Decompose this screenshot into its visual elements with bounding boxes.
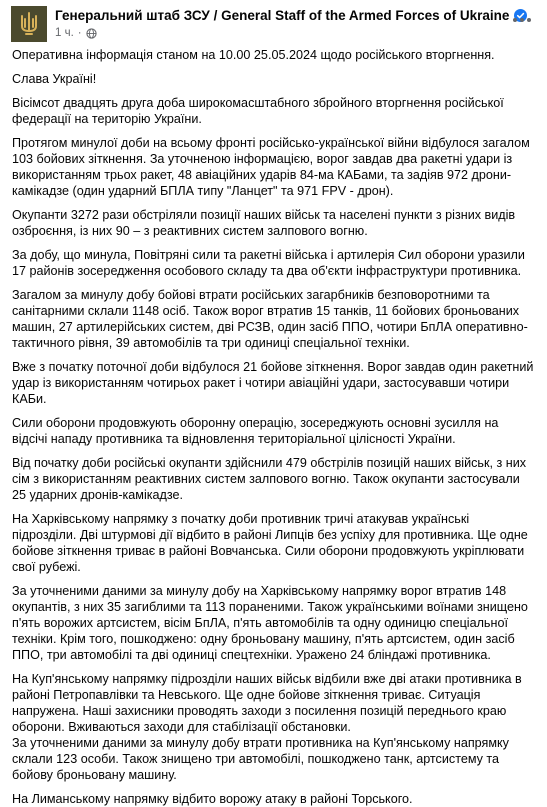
author-name[interactable] (55, 8, 527, 23)
post-paragraph: Слава Україні! (12, 72, 97, 86)
post-paragraph: Вже з початку поточної доби відбулося 21 бойове зіткнення. Ворог завдав один ракетний удар із використанням чотирьох ракет і чотири авіаційні удари, застосувавши чотири КАБи. (12, 360, 534, 406)
trident-emblem-icon (11, 6, 47, 42)
post-paragraph: Від початку доби російські окупанти здійснили 479 обстрілів позицій наших військ, з них сім з використанням реактивних систем залпового вогню. Також окупанти застосували 25 ударних дронів-камікадзе. (12, 456, 527, 502)
globe-icon[interactable] (86, 28, 97, 39)
more-options-dot (520, 18, 524, 22)
post-time[interactable]: 1 ч. (55, 27, 74, 39)
post-text (0, 46, 547, 807)
post-paragraph: За добу, що минула, Повітряні сили та ракетні війська і артилерія Сил оборони уразили 17 районів зосередження особового складу та два об'єкти інфраструктури противника. (12, 248, 525, 278)
post-paragraph: Вісімсот двадцять друга доба широкомасштабного збройного вторгнення російської федерації на територію України. (12, 96, 504, 126)
post-paragraph: Оперативна інформація станом на 10.00 25.05.2024 щодо російського вторгнення. (12, 48, 495, 62)
post-paragraph: Окупанти 3272 рази обстріляли позиції наших військ та населені пункти з різних видів озброєння, із них 90 – з реактивних систем залпового вогню. (12, 208, 516, 238)
post-paragraph: За уточненими даними за минулу добу втрати противника на Куп'янському напрямку склали 123 особи. Також знищено три автомобілі, пошкоджено танк, артсистему та бойову броньовану машину. (12, 736, 509, 782)
post-meta (55, 27, 97, 39)
post-paragraph: На Харківському напрямку з початку доби противник тричі атакував українські підрозділи. Дві штурмові дії відбито в районі Липців без успіху для противника. Ще одне бойове зіткнення триває в районі Вовчанська. Сили оборони продовжують укріплювати свої рубежі. (12, 512, 528, 574)
post-paragraph: На Куп'янському напрямку підрозділи наших військ відбили вже дві атаки противника в районі Петропавлівки та Невського. Ще одне бойове зіткнення триває. Ситуація напружена. Наші захисники проводять заходи з посилення позицій переднього краю оборони. Вживаються заходи для стабілізації обстановки. (12, 672, 522, 734)
post-paragraph: Сили оборони продовжують оборонну операцію, зосереджують основні зусилля на відсічі нападу противника та відновлення територіальної цілісності України. (12, 416, 499, 446)
more-options-button[interactable] (509, 10, 535, 30)
post-paragraph: За уточненими даними за минулу добу на Харківському напрямку ворог втратив 148 окупантів, з них 35 загиблими та 113 пораненими. Також українськими воїнами знищено п'ять ворожих артсистем, вісім БпЛА, п'ять автомобілів та одну одиницю спеціальної техніки. Крім того, пошкоджено: одну броньовану машину, п'ять артсистем, один засіб ППО, три автомобілі та дві одиниці спецтехніки. Уражено 24 бліндажі противника. (12, 584, 528, 662)
post-paragraph: Протягом минулої доби на всьому фронті російсько-української війни відбулося загалом 103 бойових зіткнення. За уточненою інформацією, ворог завдав два ракетні удари із використанням трьох ракет, 48 авіаційних ударів 84-ма КАБами, та задіяв 972 дрони-камікадзе (один ударний БПЛА типу "Ланцет" та 971 FPV - дрон). (12, 136, 530, 198)
meta-separator: · (77, 27, 82, 39)
more-options-dot (527, 18, 531, 22)
post-paragraph: Загалом за минулу добу бойові втрати російських загарбників безповоротними та санітарними склали 1148 осіб. Також ворог втратив 15 танків, 11 бойових броньованих машин, 27 артилерійських систем, дві РСЗВ, один засіб ППО, чотири БпЛА оперативно-тактичного рівня, 39 автомобілів та три одиниці спеціальної техніки. (12, 288, 528, 350)
author-name-text: Генеральний штаб ЗСУ / General Staff of the Armed Forces of Ukraine (55, 8, 510, 23)
post-paragraph: На Лиманському напрямку відбито ворожу атаку в районі Торського. (12, 792, 413, 806)
more-options-icon (513, 18, 517, 22)
post-header (0, 0, 547, 46)
avatar[interactable] (11, 6, 47, 42)
